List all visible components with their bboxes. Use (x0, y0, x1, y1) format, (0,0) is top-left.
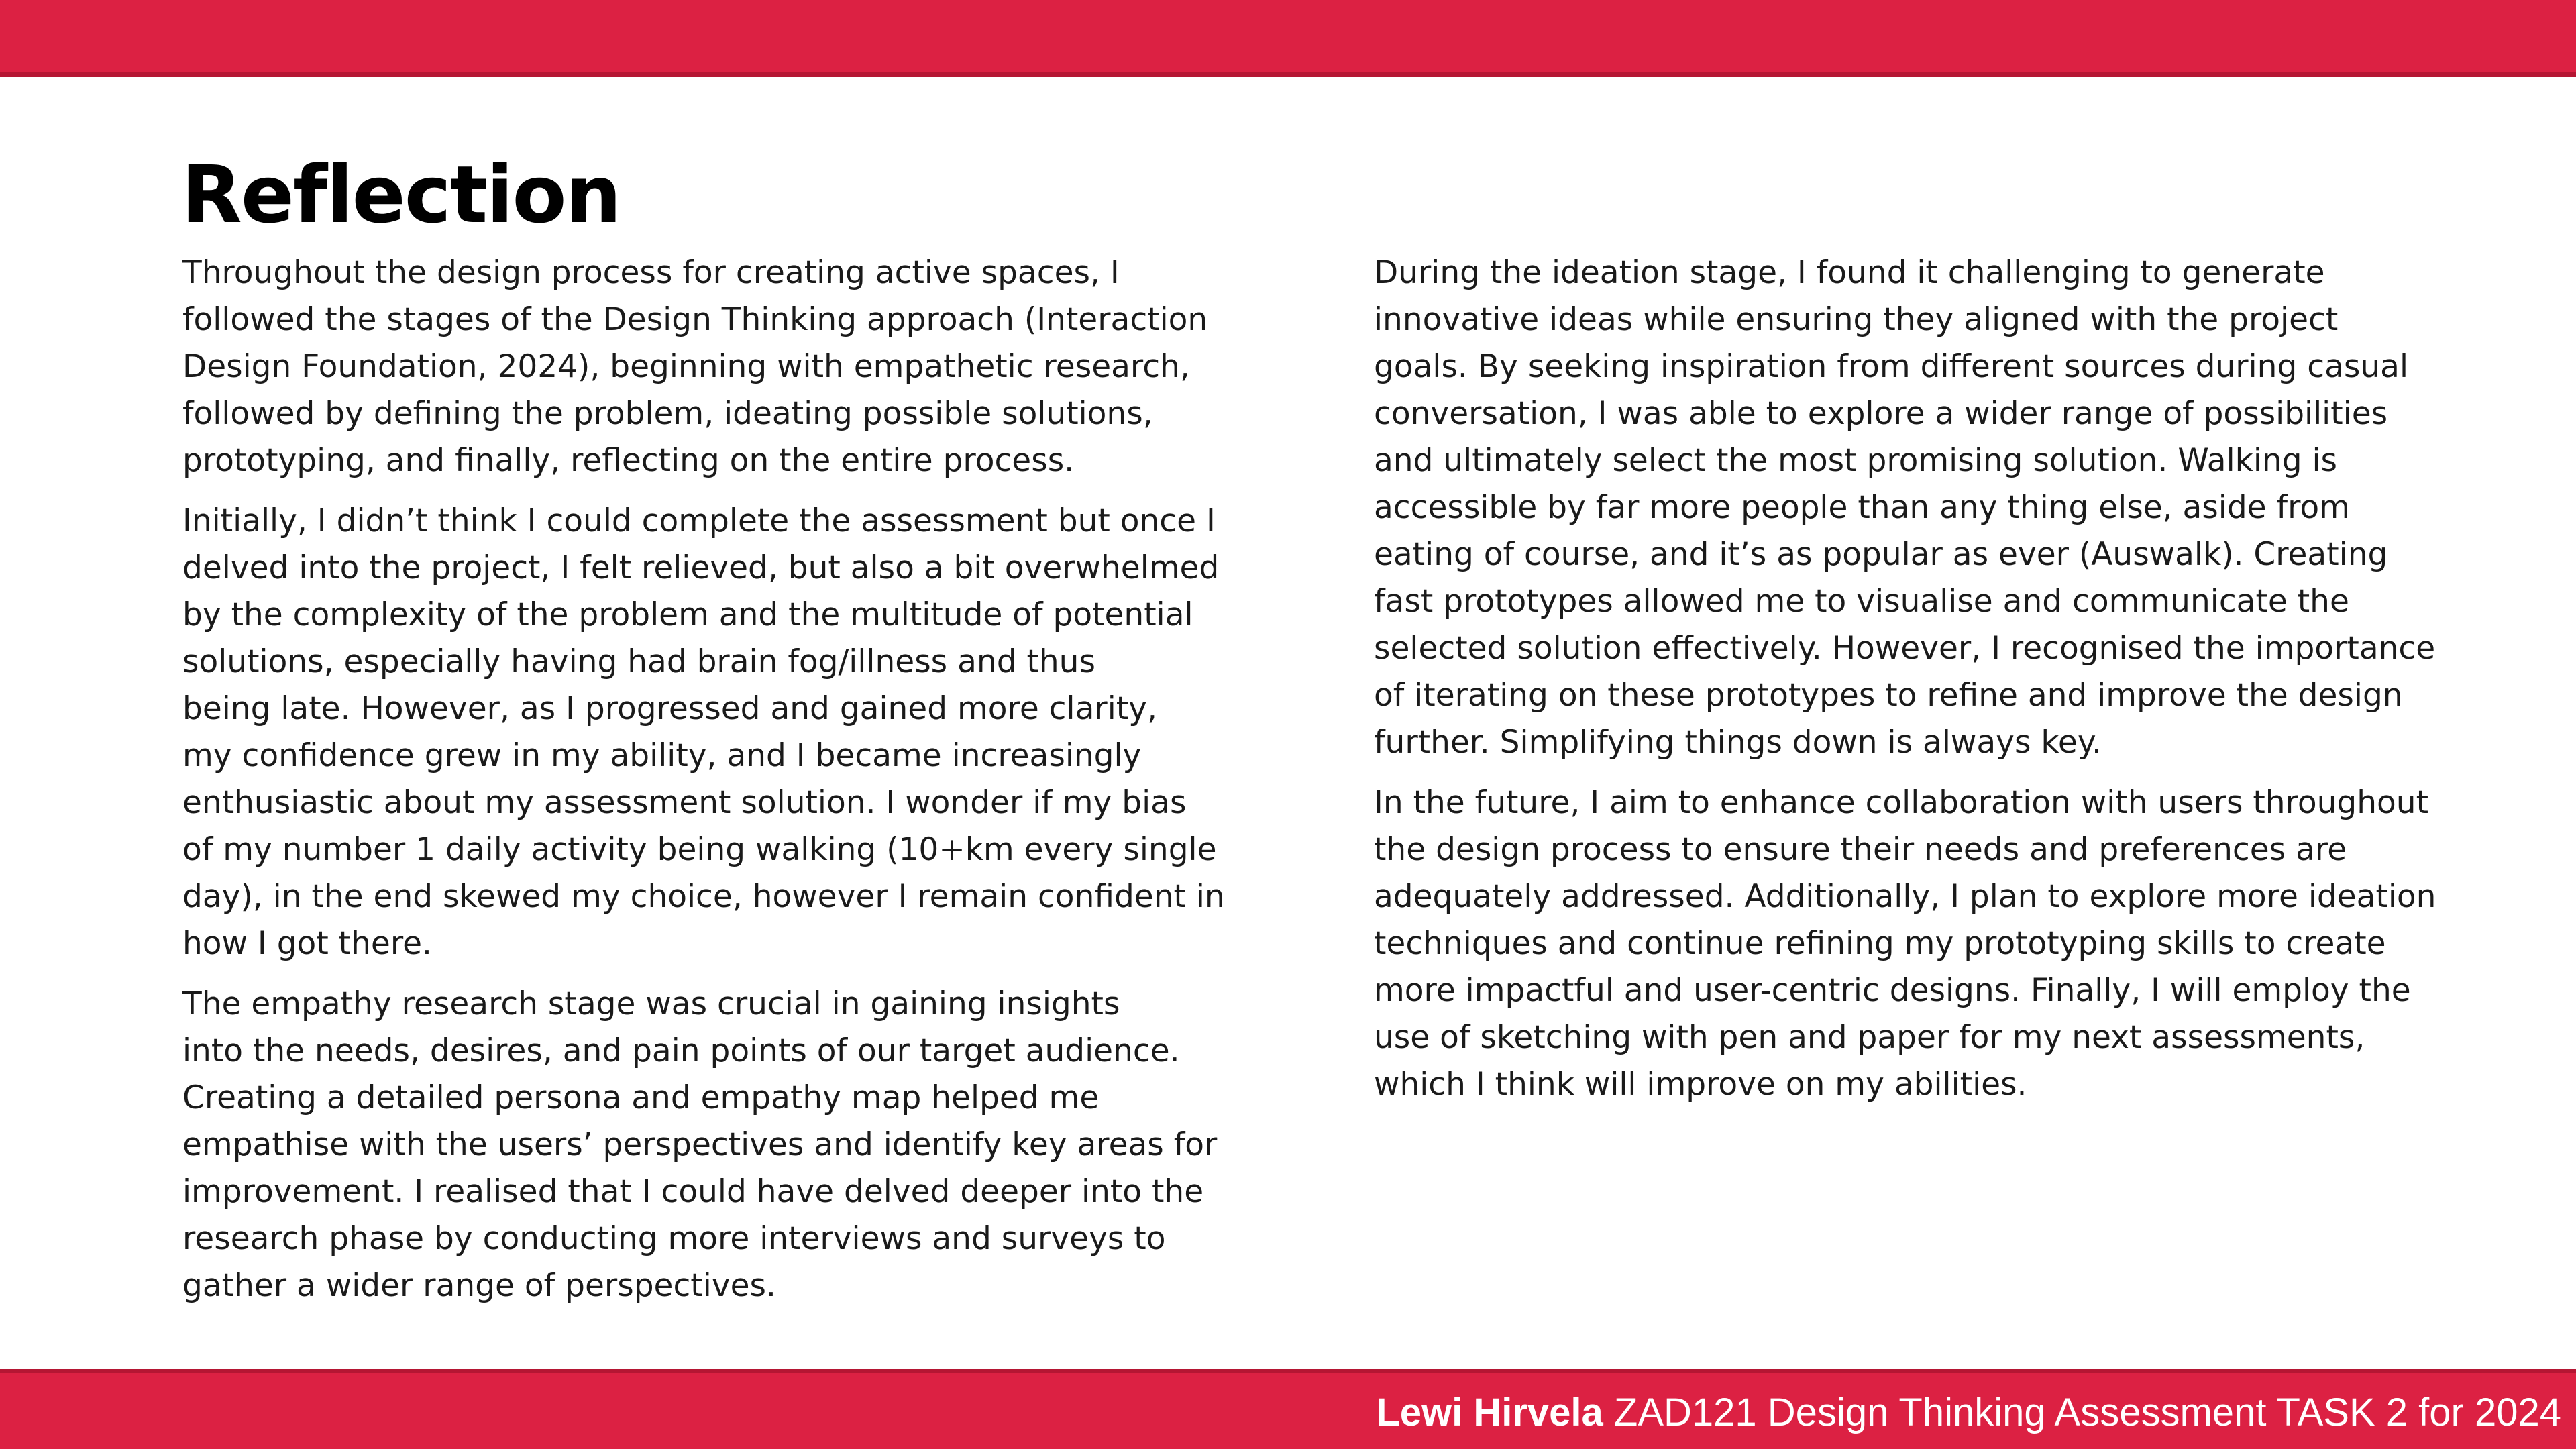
text-line: During the ideation stage, I found it challenging to generate (1374, 254, 2325, 291)
text-line: fast prototypes allowed me to visualise and communicate the (1374, 583, 2349, 620)
paragraph (182, 981, 1256, 1309)
left-column (182, 250, 1256, 1323)
text-line: and ultimately select the most promising solution. Walking is (1374, 442, 2338, 479)
text-line: being late. However, as I progressed and gained more clarity, (182, 690, 1157, 727)
text-line: solutions, especially having had brain fog/illness and thus (182, 643, 1095, 680)
text-line: empathise with the users’ perspectives and identify key areas for (182, 1126, 1218, 1163)
text-line: research phase by conducting more interviews and surveys to (182, 1220, 1166, 1257)
text-line: of iterating on these prototypes to refine and improve the design (1374, 677, 2403, 714)
text-line: accessible by far more people than any thing else, aside from (1374, 489, 2350, 526)
paragraph (1374, 250, 2514, 766)
footer-course: ZAD121 Design Thinking Assessment TASK 2 for 2024 (1603, 1391, 2561, 1434)
text-line: use of sketching with pen and paper for my next assessments, (1374, 1019, 2365, 1056)
footer-caption (1376, 1389, 2561, 1436)
text-line: The empathy research stage was crucial in gaining insights (182, 985, 1120, 1022)
text-line: Throughout the design process for creating active spaces, I (182, 254, 1120, 291)
text-line: more impactful and user-centric designs. Finally, I will employ the (1374, 972, 2411, 1009)
text-line: techniques and continue refining my prototyping skills to create (1374, 925, 2386, 962)
text-line: eating of course, and it’s as popular as ever (Auswalk). Creating (1374, 536, 2388, 573)
text-line: followed the stages of the Design Thinking approach (Interaction (182, 301, 1208, 338)
text-line: innovative ideas while ensuring they aligned with the project (1374, 301, 2339, 338)
text-line: into the needs, desires, and pain points of our target audience. (182, 1032, 1180, 1069)
text-line: improvement. I realised that I could have delved deeper into the (182, 1173, 1204, 1210)
top-banner (0, 0, 2576, 77)
text-line: delved into the project, I felt relieved, but also a bit overwhelmed (182, 549, 1220, 586)
text-line: Creating a detailed persona and empathy map helped me (182, 1079, 1099, 1116)
text-line: enthusiastic about my assessment solution. I wonder if my bias (182, 784, 1187, 821)
paragraph (182, 498, 1256, 967)
text-line: In the future, I aim to enhance collaboration with users throughout (1374, 784, 2429, 821)
text-line: adequately addressed. Additionally, I plan to explore more ideation (1374, 878, 2436, 915)
text-line: my confidence grew in my ability, and I became increasingly (182, 737, 1142, 774)
footer-banner (0, 1368, 2576, 1449)
text-line: goals. By seeking inspiration from different sources during casual (1374, 348, 2409, 385)
text-line: of my number 1 daily activity being walking (10+km every single (182, 831, 1217, 868)
footer-author: Lewi Hirvela (1376, 1391, 1603, 1434)
text-line: Initially, I didn’t think I could complete the assessment but once I (182, 502, 1216, 539)
paragraph (1374, 780, 2514, 1108)
text-line: conversation, I was able to explore a wider range of possibilities (1374, 395, 2388, 432)
text-line: gather a wider range of perspectives. (182, 1267, 776, 1304)
paragraph (182, 250, 1256, 484)
text-line: the design process to ensure their needs and preferences are (1374, 831, 2347, 868)
text-line: which I think will improve on my abilities. (1374, 1066, 2027, 1103)
text-line: followed by defining the problem, ideating possible solutions, (182, 395, 1153, 432)
page-title: Reflection (181, 148, 621, 241)
text-line: by the complexity of the problem and the multitude of potential (182, 596, 1193, 633)
text-line: Design Foundation, 2024), beginning with empathetic research, (182, 348, 1190, 385)
right-column (1374, 250, 2514, 1122)
text-line: further. Simplifying things down is always key. (1374, 724, 2102, 761)
text-line: selected solution effectively. However, I recognised the importance (1374, 630, 2436, 667)
text-line: how I got there. (182, 925, 432, 962)
text-line: prototyping, and finally, reflecting on the entire process. (182, 442, 1075, 479)
text-line: day), in the end skewed my choice, however I remain confident in (182, 878, 1225, 915)
